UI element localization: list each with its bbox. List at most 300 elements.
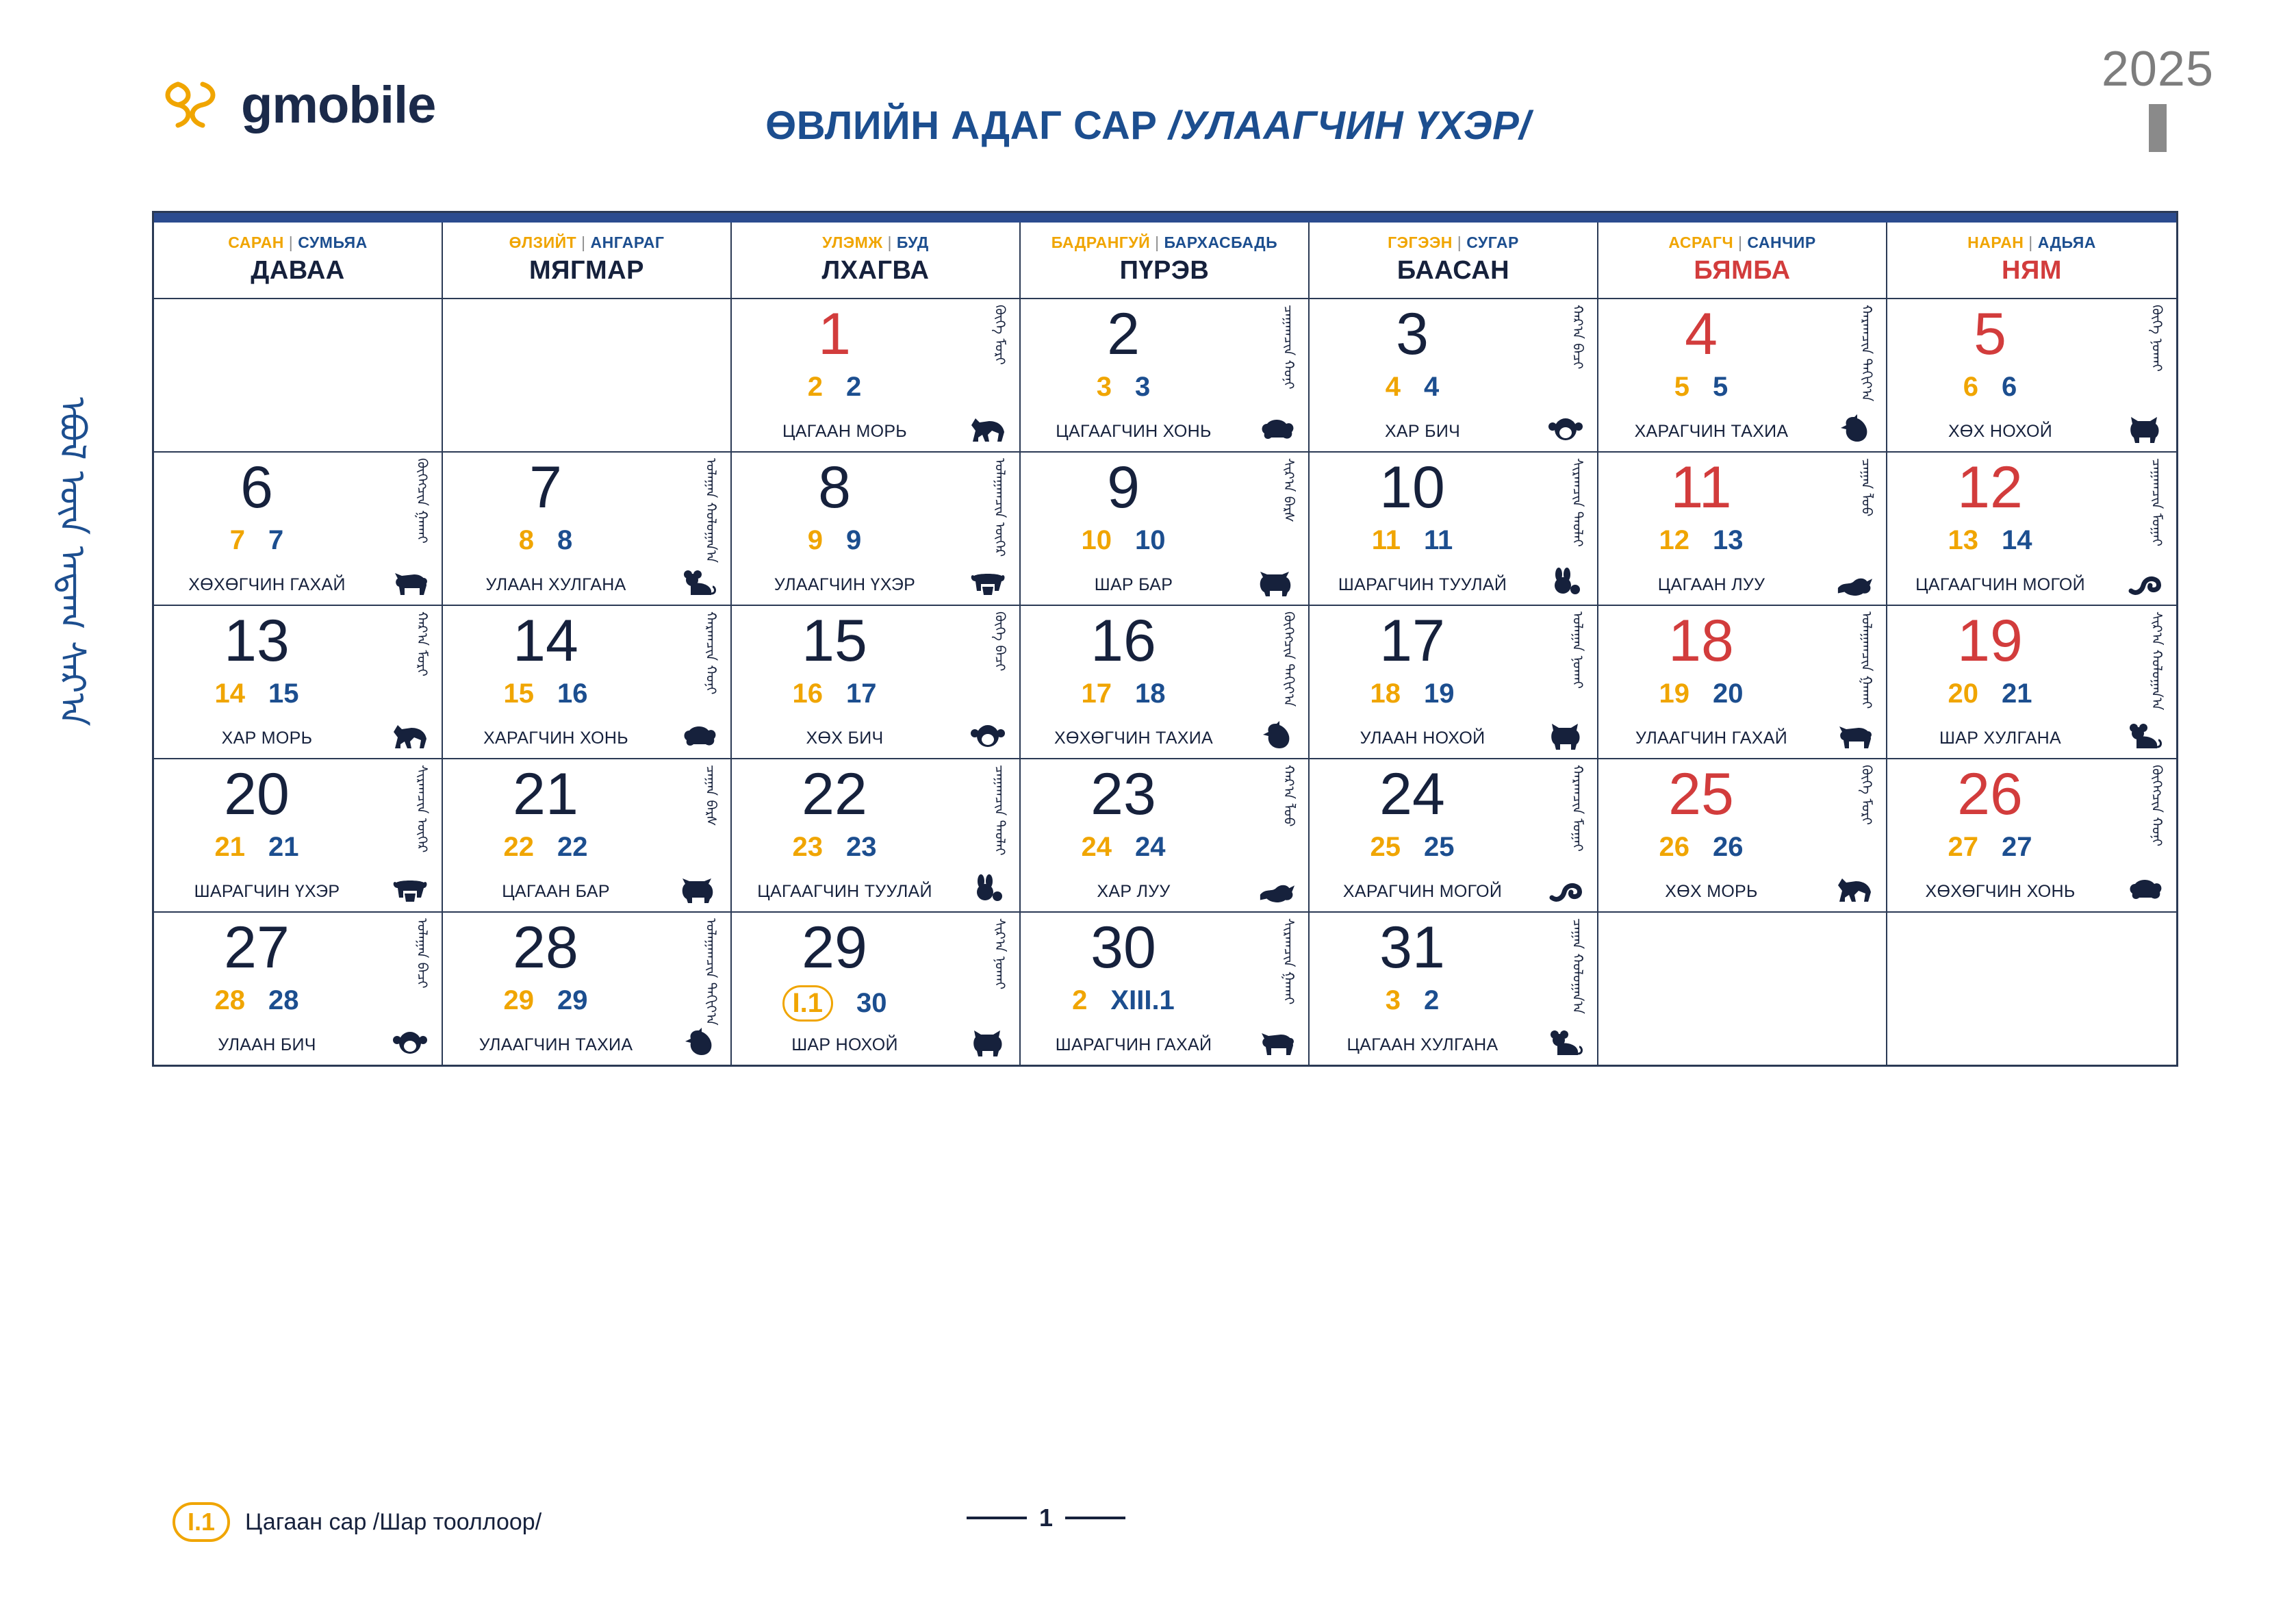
day-mongol-script: ᠬᠥᠬᠡ ᠮᠣᠷᠢ <box>992 305 1008 365</box>
lunar-number-primary: I.1 <box>782 985 833 1022</box>
day-mongol-script: ᠤᠯᠠᠭᠠᠭᠴᠢᠨ ᠦᠬᠡᠷ <box>992 458 1008 557</box>
weekday-sub-planet: СУМЬЯА <box>298 233 368 251</box>
weekday-sub-separator: | <box>283 233 298 251</box>
day-mongol-script: ᠰᠢᠷ᠎ᠠ ᠨᠣᠬᠠᠢ <box>992 918 1008 990</box>
day-secondary-numbers <box>1887 372 2093 403</box>
rooster-icon <box>680 1025 718 1058</box>
lunar-number-primary: 18 <box>1370 679 1401 709</box>
calendar-day-cell[interactable] <box>732 606 1021 758</box>
calendar-day-cell-empty <box>443 299 732 451</box>
page-number-rule-right <box>1065 1517 1125 1519</box>
day-secondary-numbers <box>732 525 937 556</box>
zodiac-label: УЛААН НОХОЙ <box>1360 729 1485 748</box>
dog-icon <box>2126 411 2164 444</box>
day-mongol-script: ᠰᠢᠷ᠎ᠠ ᠪᠠᠷᠰ <box>1281 458 1297 522</box>
lunar-number-secondary: 20 <box>1713 679 1744 709</box>
zodiac-label: ЦАГААН БАР <box>502 882 610 901</box>
lunar-number-secondary: 9 <box>846 525 862 555</box>
calendar-day-cell[interactable] <box>1598 299 1887 451</box>
day-number: 12 <box>1957 455 2023 520</box>
lunar-number-primary: 17 <box>1081 679 1112 709</box>
zodiac-label: ЦАГААН МОРЬ <box>782 422 908 441</box>
day-number: 3 <box>1396 301 1429 367</box>
day-number: 18 <box>1668 608 1734 674</box>
day-secondary-numbers <box>1887 679 2093 709</box>
calendar-week-row <box>154 605 2176 758</box>
weekday-header-cell <box>154 223 443 298</box>
calendar-top-rule <box>154 213 2176 223</box>
calendar-day-cell[interactable] <box>1887 606 2176 758</box>
day-number: 16 <box>1090 608 1156 674</box>
calendar-day-cell[interactable] <box>1021 453 1310 605</box>
zodiac-label: ЦАГААГЧИН МОГОЙ <box>1915 575 2085 594</box>
lunar-number-secondary: 5 <box>1713 372 1729 402</box>
lunar-number-primary: 24 <box>1081 832 1112 862</box>
day-number: 26 <box>1957 761 2023 827</box>
lunar-number-primary: 11 <box>1371 525 1401 555</box>
zodiac-label: ХАР МОРЬ <box>221 729 313 748</box>
page-title <box>0 103 2296 149</box>
zodiac-label: ШАРАГЧИН ГАХАЙ <box>1055 1035 1212 1054</box>
legend-badge: I.1 <box>173 1502 230 1542</box>
lunar-number-secondary: 24 <box>1135 832 1166 862</box>
mouse-icon <box>680 565 718 598</box>
day-secondary-numbers <box>1310 525 1515 556</box>
day-secondary-numbers <box>443 985 648 1016</box>
dragon-icon <box>1835 565 1874 598</box>
weekday-header-cell <box>732 223 1021 298</box>
lunar-number-primary: 16 <box>792 679 823 709</box>
calendar-day-cell[interactable] <box>732 453 1021 605</box>
zodiac-label: УЛААН ХУЛГАНА <box>485 575 626 594</box>
day-secondary-numbers <box>154 832 359 863</box>
lunar-number-secondary: 21 <box>2002 679 2032 709</box>
sheep-icon <box>1258 411 1296 444</box>
day-mongol-script: ᠤᠯᠠᠭᠠᠭᠴᠢᠨ ᠭᠠᠬᠠᠢ <box>1859 611 1875 709</box>
calendar-day-cell[interactable] <box>1021 299 1310 451</box>
day-secondary-numbers <box>1887 832 2093 863</box>
calendar-day-cell[interactable] <box>154 913 443 1065</box>
weekday-sub-planet: АДЬЯА <box>2037 233 2096 251</box>
calendar-day-cell[interactable] <box>443 759 732 911</box>
lunar-number-primary: 28 <box>214 985 245 1015</box>
rabbit-icon <box>1546 565 1585 598</box>
day-secondary-numbers <box>732 679 937 709</box>
calendar-day-cell[interactable] <box>154 759 443 911</box>
weekday-name: БААСАН <box>1396 256 1510 285</box>
day-mongol-script: ᠬᠠᠷ᠎ᠠ ᠯᠤᠤ <box>1281 765 1297 827</box>
lunar-number-primary: 19 <box>1659 679 1689 709</box>
zodiac-label: ХАРАГЧИН ТАХИА <box>1634 422 1789 441</box>
weekday-header-cell <box>443 223 732 298</box>
day-number: 20 <box>224 761 290 827</box>
day-mongol-script: ᠬᠥᠬᠡ ᠮᠣᠷᠢ <box>1859 765 1875 825</box>
calendar-day-cell[interactable] <box>1887 759 2176 911</box>
day-number: 10 <box>1379 455 1445 520</box>
day-secondary-numbers <box>443 525 648 556</box>
lunar-number-primary: 12 <box>1659 525 1689 555</box>
lunar-number-secondary: 23 <box>846 832 877 862</box>
calendar-week-row <box>154 451 2176 605</box>
calendar-week-row <box>154 758 2176 911</box>
weekday-sub-separator: | <box>1733 233 1748 251</box>
weekday-sub-planet: БАРХАСБАДЬ <box>1164 233 1278 251</box>
lunar-number-secondary: 2 <box>1424 985 1440 1015</box>
calendar-day-cell-empty <box>1887 913 2176 1065</box>
day-number: 29 <box>802 915 867 980</box>
day-number: 5 <box>1974 301 2006 367</box>
lunar-number-secondary: 8 <box>557 525 573 555</box>
weekday-header-cell <box>1887 223 2176 298</box>
day-number: 9 <box>1107 455 1140 520</box>
day-secondary-numbers <box>1310 372 1515 403</box>
page-footer <box>152 1499 2178 1561</box>
day-secondary-numbers <box>1598 832 1804 863</box>
lunar-number-secondary: 3 <box>1135 372 1151 402</box>
day-secondary-numbers <box>1021 525 1226 556</box>
calendar-day-cell[interactable] <box>1021 759 1310 911</box>
lunar-number-primary: 26 <box>1659 832 1689 862</box>
month-marker-bar-icon <box>2149 104 2167 152</box>
zodiac-label: ХӨХӨГЧИН ТАХИА <box>1054 729 1214 748</box>
lunar-number-primary: 8 <box>518 525 534 555</box>
lunar-number-secondary: 14 <box>2002 525 2032 555</box>
weekday-name: БЯМБА <box>1694 256 1791 285</box>
lunar-number-primary: 3 <box>1385 985 1401 1015</box>
monkey-icon <box>969 718 1007 751</box>
calendar-day-cell[interactable] <box>1021 606 1310 758</box>
lunar-number-secondary: 16 <box>557 679 588 709</box>
weekday-name: ЛХАГВА <box>821 256 930 285</box>
lunar-number-primary: 4 <box>1385 372 1401 402</box>
brand-name: gmobile <box>241 75 436 134</box>
zodiac-label: ХӨХ МОРЬ <box>1665 882 1758 901</box>
day-secondary-numbers <box>443 832 648 863</box>
page-title-main: ӨВЛИЙН АДАГ САР <box>765 103 1169 148</box>
weekday-sub-planet: СУГАР <box>1466 233 1519 251</box>
day-mongol-script: ᠴᠠᠭᠠᠨ ᠪᠠᠷᠰ <box>703 765 719 826</box>
lunar-number-primary: 20 <box>1948 679 1978 709</box>
sheep-icon <box>2126 872 2164 904</box>
day-secondary-numbers <box>154 525 359 556</box>
day-mongol-script: ᠤᠯᠠᠭᠠᠨ ᠬᠤᠯᠤᠭᠠᠨ᠎ᠠ <box>703 458 719 563</box>
zodiac-label: ЦАГААН ЛУУ <box>1657 575 1765 594</box>
lunar-number-primary: 23 <box>792 832 823 862</box>
day-number: 23 <box>1090 761 1156 827</box>
lunar-number-primary: 29 <box>503 985 534 1015</box>
lunar-number-primary: 5 <box>1674 372 1689 402</box>
weekday-sub-separator: | <box>2024 233 2038 251</box>
day-number: 14 <box>513 608 578 674</box>
zodiac-label: ЦАГААН ХУЛГАНА <box>1347 1035 1498 1054</box>
day-secondary-numbers <box>732 985 937 1022</box>
vertical-mongol-script: ᠡᠪᠦᠯ ᠦᠨ ᠠᠳᠠᠭ ᠰᠠᠷ᠎ᠠ <box>51 397 92 726</box>
day-mongol-script: ᠤᠯᠠᠭᠠᠨ ᠨᠣᠬᠠᠢ <box>1570 611 1586 689</box>
calendar-table <box>152 211 2178 1067</box>
weekday-sub-planet: БУД <box>896 233 929 251</box>
zodiac-label: ШАР БАР <box>1094 575 1173 594</box>
mouse-icon <box>2126 718 2164 751</box>
mouse-icon <box>1546 1025 1585 1058</box>
weekday-name: МЯГМАР <box>529 256 644 285</box>
day-mongol-script: ᠰᠢᠷᠠᠭᠴᠢᠨ ᠲᠠᠤᠯᠠᠢ <box>1570 458 1586 547</box>
calendar-day-cell[interactable] <box>1021 913 1310 1065</box>
lunar-number-secondary: 4 <box>1424 372 1440 402</box>
day-secondary-numbers <box>1598 525 1804 556</box>
lunar-number-primary: 27 <box>1948 832 1978 862</box>
calendar-day-cell-empty <box>1598 913 1887 1065</box>
day-number: 28 <box>513 915 578 980</box>
zodiac-label: ЦАГААГЧИН ТУУЛАЙ <box>757 882 932 901</box>
page-number-value: 1 <box>1039 1504 1054 1532</box>
horse-icon <box>969 411 1007 444</box>
calendar-day-cell[interactable] <box>1887 453 2176 605</box>
day-number: 31 <box>1379 915 1445 980</box>
day-mongol-script: ᠬᠥᠬᠡᠭᠴᠢᠨ ᠬᠣᠨᠢ <box>2149 765 2165 847</box>
page-header <box>0 0 2296 205</box>
day-secondary-numbers <box>1021 832 1226 863</box>
page-number-rule-left <box>967 1517 1027 1519</box>
lunar-number-primary: 2 <box>1072 985 1088 1015</box>
calendar-day-cell[interactable] <box>1310 759 1598 911</box>
day-number: 13 <box>224 608 290 674</box>
lunar-number-secondary: 10 <box>1135 525 1166 555</box>
zodiac-label: ХӨХ НОХОЙ <box>1948 422 2053 441</box>
zodiac-label: УЛААГЧИН ҮХЭР <box>774 575 916 594</box>
pig-icon <box>1835 718 1874 751</box>
lunar-number-primary: 25 <box>1370 832 1401 862</box>
calendar-day-cell[interactable] <box>1598 453 1887 605</box>
lunar-number-primary: 2 <box>807 372 823 402</box>
lunar-number-secondary: 22 <box>557 832 588 862</box>
calendar-week-row <box>154 298 2176 451</box>
weekday-name: ПҮРЭВ <box>1119 256 1210 285</box>
calendar-day-cell[interactable] <box>443 606 732 758</box>
calendar-day-cell[interactable] <box>1598 759 1887 911</box>
day-mongol-script: ᠬᠠᠷᠠᠭᠴᠢᠨ ᠬᠣᠨᠢ <box>703 611 719 695</box>
weekday-sub-planet: САНЧИР <box>1747 233 1816 251</box>
day-mongol-script: ᠬᠥᠬᠡ ᠪᠡᠴᠢ <box>992 611 1008 672</box>
day-secondary-numbers <box>154 985 359 1016</box>
lunar-number-secondary: XIII.1 <box>1110 985 1175 1015</box>
lunar-number-secondary: 29 <box>557 985 588 1015</box>
zodiac-label: ХАР БИЧ <box>1384 422 1461 441</box>
legend <box>173 1502 541 1542</box>
dragon-icon <box>1258 872 1296 904</box>
weekday-sub-separator: | <box>576 233 591 251</box>
zodiac-label: ШАР ХУЛГАНА <box>1939 729 2061 748</box>
day-number: 11 <box>1670 455 1732 520</box>
lunar-number-primary: 7 <box>229 525 245 555</box>
lunar-number-secondary: 7 <box>268 525 284 555</box>
ox-icon <box>969 565 1007 598</box>
day-mongol-script: ᠰᠢᠷ᠎ᠠ ᠬᠤᠯᠤᠭᠠᠨ᠎ᠠ <box>2149 611 2165 711</box>
horse-icon <box>1835 872 1874 904</box>
weekday-subtitle <box>1598 233 1886 252</box>
lunar-number-primary: 14 <box>214 679 245 709</box>
pig-icon <box>1258 1025 1296 1058</box>
weekday-sub-mongol: НАРАН <box>1967 233 2024 251</box>
day-number: 24 <box>1379 761 1445 827</box>
day-mongol-script: ᠬᠠᠷ᠎ᠠ ᠪᠡᠴᠢ <box>1570 305 1586 370</box>
day-mongol-script: ᠬᠥᠬᠡ ᠨᠣᠬᠠᠢ <box>2149 305 2165 372</box>
day-mongol-script: ᠴᠠᠭᠠᠭᠴᠢᠨ ᠲᠠᠤᠯᠠᠢ <box>992 765 1008 856</box>
pig-icon <box>391 565 429 598</box>
weekday-sub-mongol: БАДРАНГУЙ <box>1051 233 1151 251</box>
weekday-name: НЯМ <box>2002 256 2062 285</box>
ox-icon <box>391 872 429 904</box>
weekday-header-cell <box>1021 223 1310 298</box>
weekday-sub-mongol: УЛЭМЖ <box>822 233 883 251</box>
weekday-sub-mongol: АСРАГЧ <box>1668 233 1734 251</box>
day-number: 6 <box>240 455 273 520</box>
day-secondary-numbers <box>1310 985 1515 1016</box>
day-secondary-numbers <box>154 679 359 709</box>
calendar-day-cell[interactable] <box>154 606 443 758</box>
lunar-number-secondary: 27 <box>2002 832 2032 862</box>
zodiac-label: ХАР ЛУУ <box>1097 882 1171 901</box>
day-mongol-script: ᠰᠢᠷᠠᠭᠴᠢᠨ ᠦᠬᠡᠷ <box>414 765 431 853</box>
calendar-day-cell[interactable] <box>1598 606 1887 758</box>
day-mongol-script: ᠤᠯᠠᠭᠠᠭᠴᠢᠨ ᠲᠠᠬᠢᠶ᠎ᠠ <box>703 918 719 1026</box>
zodiac-label: ХӨХ БИЧ <box>806 729 884 748</box>
day-mongol-script: ᠬᠠᠷᠠᠭᠴᠢᠨ ᠲᠠᠬᠢᠶ᠎ᠠ <box>1859 305 1875 402</box>
weekday-sub-mongol: ӨЛЗИЙТ <box>509 233 577 251</box>
calendar-day-cell[interactable] <box>1310 299 1598 451</box>
day-mongol-script: ᠬᠥᠬᠡᠭᠴᠢᠨ ᠭᠠᠬᠠᠢ <box>414 458 431 544</box>
weekday-name: ДАВАА <box>251 256 345 285</box>
sheep-icon <box>680 718 718 751</box>
day-mongol-script: ᠴᠠᠭᠠᠭᠴᠢᠨ ᠬᠣᠨᠢ <box>1281 305 1297 390</box>
day-mongol-script: ᠬᠠᠷ᠎ᠠ ᠮᠣᠷᠢ <box>414 611 431 676</box>
calendar-day-cell[interactable] <box>732 759 1021 911</box>
tiger-icon <box>680 872 718 904</box>
day-secondary-numbers <box>1598 679 1804 709</box>
weekday-header-row <box>154 223 2176 298</box>
lunar-number-primary: 15 <box>503 679 534 709</box>
weekday-header-cell <box>1598 223 1887 298</box>
day-number: 2 <box>1107 301 1140 367</box>
calendar-day-cell[interactable] <box>732 299 1021 451</box>
calendar-day-cell-empty <box>154 299 443 451</box>
zodiac-label: ХАРАГЧИН МОГОЙ <box>1342 882 1503 901</box>
weekday-subtitle <box>1887 233 2176 252</box>
dog-icon <box>969 1025 1007 1058</box>
lunar-number-secondary: 2 <box>846 372 862 402</box>
dog-icon <box>1546 718 1585 751</box>
calendar-day-cell[interactable] <box>1310 913 1598 1065</box>
year-block <box>2102 41 2214 152</box>
horse-icon <box>391 718 429 751</box>
day-mongol-script: ᠬᠠᠷᠠᠭᠴᠢᠨ ᠮᠣᠭᠠᠢ <box>1570 765 1586 852</box>
lunar-number-primary: 21 <box>214 832 245 862</box>
day-number: 22 <box>802 761 867 827</box>
lunar-number-secondary: 28 <box>268 985 299 1015</box>
zodiac-label: ШАРАГЧИН ТУУЛАЙ <box>1338 575 1507 594</box>
day-secondary-numbers <box>1021 679 1226 709</box>
lunar-number-secondary: 26 <box>1713 832 1744 862</box>
day-mongol-script: ᠴᠠᠭᠠᠨ ᠯᠤᠤ <box>1859 458 1875 517</box>
day-number: 19 <box>1957 608 2023 674</box>
day-number: 7 <box>529 455 562 520</box>
day-number: 25 <box>1668 761 1734 827</box>
day-secondary-numbers <box>1887 525 2093 556</box>
weekday-subtitle <box>1021 233 1308 252</box>
snake-icon <box>1546 872 1585 904</box>
rooster-icon <box>1258 718 1296 751</box>
rabbit-icon <box>969 872 1007 904</box>
zodiac-label: ШАР НОХОЙ <box>791 1035 898 1054</box>
weekday-subtitle <box>154 233 442 252</box>
lunar-number-secondary: 21 <box>268 832 299 862</box>
zodiac-label: УЛААН БИЧ <box>218 1035 316 1054</box>
day-number: 21 <box>513 761 578 827</box>
calendar-day-cell[interactable] <box>1887 299 2176 451</box>
day-number: 8 <box>818 455 851 520</box>
year-label: 2025 <box>2101 42 2214 97</box>
zodiac-label: УЛААГЧИН ТАХИА <box>479 1035 633 1054</box>
calendar-day-cell[interactable] <box>443 913 732 1065</box>
lunar-number-primary: 10 <box>1081 525 1112 555</box>
tiger-icon <box>1258 565 1296 598</box>
lunar-number-primary: 13 <box>1948 525 1978 555</box>
day-number: 27 <box>224 915 290 980</box>
zodiac-label: ХӨХӨГЧИН ГАХАЙ <box>188 575 346 594</box>
weekday-sub-planet: АНГАРАГ <box>590 233 665 251</box>
lunar-number-secondary: 6 <box>2002 372 2017 402</box>
day-secondary-numbers <box>1310 832 1515 863</box>
day-mongol-script: ᠴᠠᠭᠠᠭᠴᠢᠨ ᠮᠣᠭᠠᠢ <box>2149 458 2165 546</box>
day-mongol-script: ᠰᠢᠷᠠᠭᠴᠢᠨ ᠭᠠᠬᠠᠢ <box>1281 918 1297 1005</box>
day-secondary-numbers <box>1310 679 1515 709</box>
calendar-day-cell[interactable] <box>154 453 443 605</box>
zodiac-label: ХӨХӨГЧИН ХОНЬ <box>1925 882 2076 901</box>
day-secondary-numbers <box>1021 985 1226 1016</box>
weekday-sub-separator: | <box>1150 233 1164 251</box>
calendar-day-cell[interactable] <box>443 453 732 605</box>
page-title-italic: /УЛААГЧИН ҮХЭР/ <box>1169 103 1531 148</box>
day-number: 4 <box>1685 301 1718 367</box>
day-number: 1 <box>818 301 851 367</box>
day-secondary-numbers <box>1598 372 1804 403</box>
weekday-header-cell <box>1310 223 1598 298</box>
weekday-sub-separator: | <box>882 233 897 251</box>
day-number: 30 <box>1090 915 1156 980</box>
lunar-number-primary: 3 <box>1096 372 1112 402</box>
rooster-icon <box>1835 411 1874 444</box>
zodiac-label: ХАРАГЧИН ХОНЬ <box>483 729 628 748</box>
day-mongol-script: ᠴᠠᠭᠠᠨ ᠬᠤᠯᠤᠭᠠᠨ᠎ᠠ <box>1570 918 1586 1014</box>
lunar-number-secondary: 15 <box>268 679 299 709</box>
calendar-day-cell[interactable] <box>732 913 1021 1065</box>
lunar-number-primary: 9 <box>807 525 823 555</box>
monkey-icon <box>391 1025 429 1058</box>
day-mongol-script: ᠤᠯᠠᠭᠠᠨ ᠪᠡᠴᠢ <box>414 918 431 989</box>
lunar-number-primary: 22 <box>503 832 534 862</box>
lunar-number-secondary: 17 <box>846 679 877 709</box>
weekday-subtitle <box>1310 233 1597 252</box>
lunar-number-secondary: 19 <box>1424 679 1455 709</box>
lunar-number-secondary: 11 <box>1424 525 1453 555</box>
day-secondary-numbers <box>1021 372 1226 403</box>
day-mongol-script: ᠬᠥᠬᠡᠭᠴᠢᠨ ᠲᠠᠬᠢᠶ᠎ᠠ <box>1281 611 1297 707</box>
page-number <box>967 1504 1125 1532</box>
calendar-day-cell[interactable] <box>1310 453 1598 605</box>
calendar-day-cell[interactable] <box>1310 606 1598 758</box>
day-number: 17 <box>1379 608 1445 674</box>
weekday-sub-mongol: САРАН <box>228 233 284 251</box>
lunar-number-primary: 6 <box>1963 372 1978 402</box>
